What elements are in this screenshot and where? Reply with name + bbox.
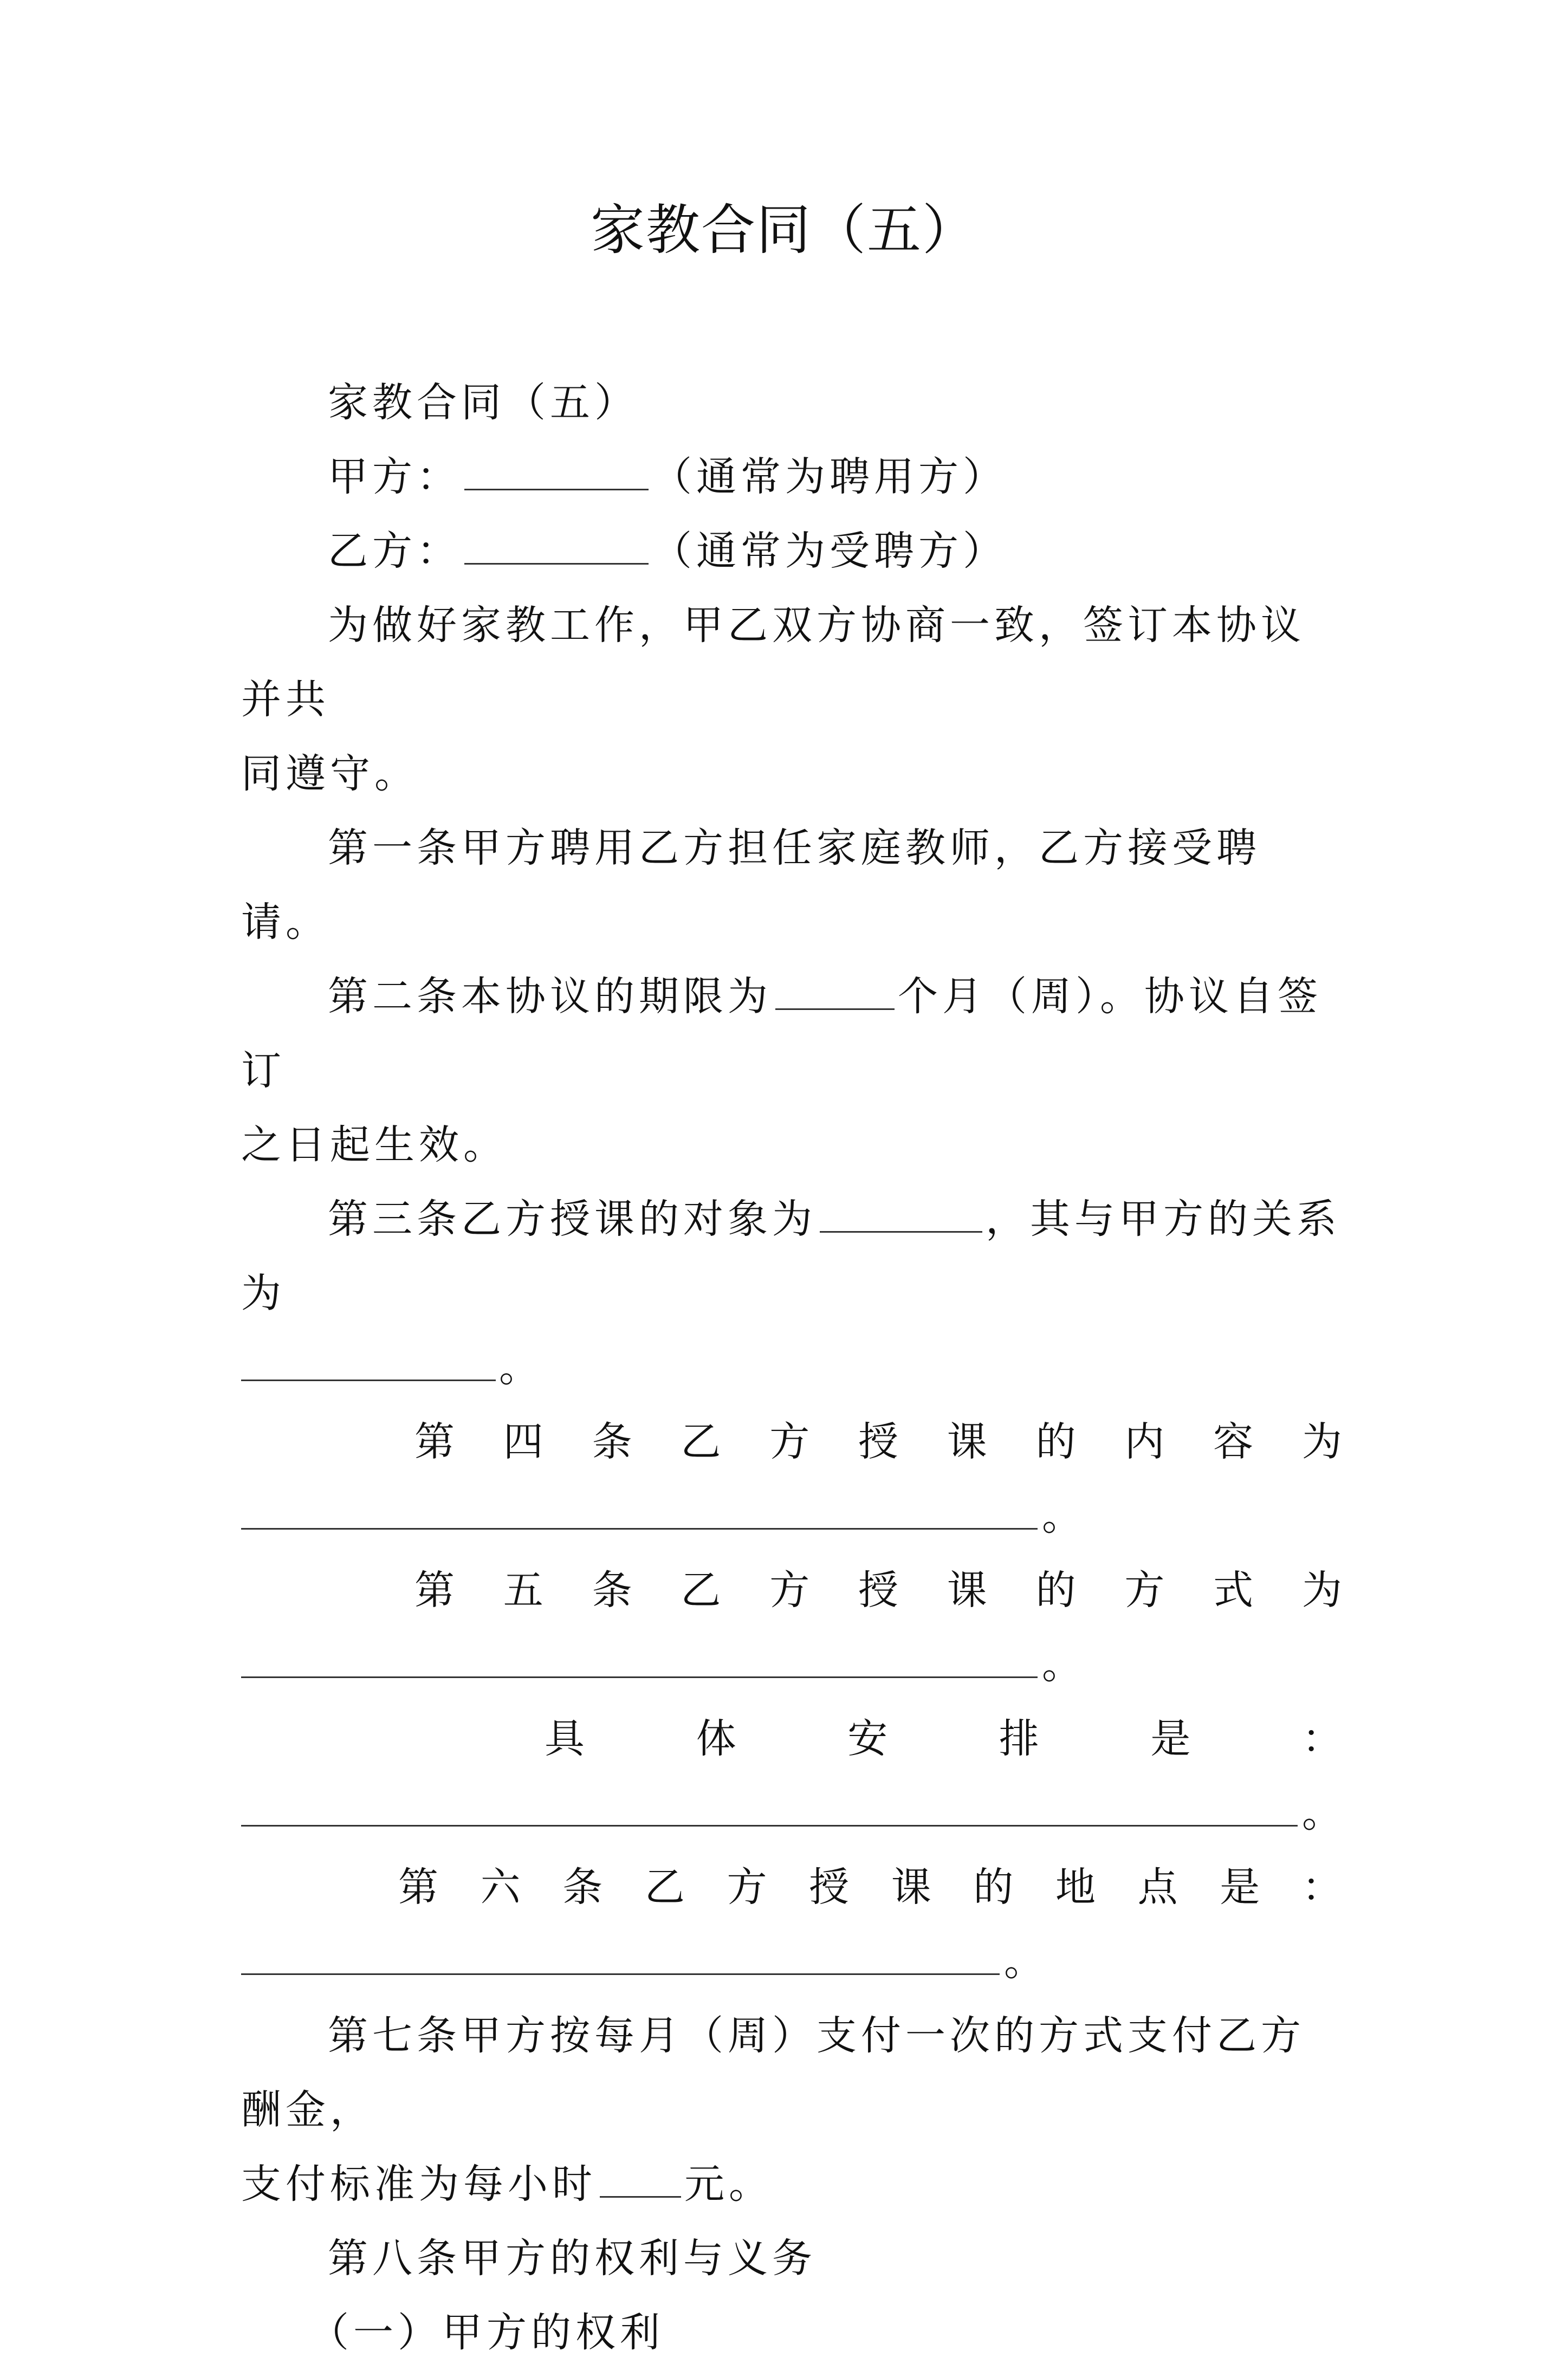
art4-char: 内	[1124, 1419, 1169, 1465]
article-3-text-a: 第三条乙方授课的对象为	[328, 1196, 817, 1242]
article-1: 第一条甲方聘用乙方担任家庭教师，乙方接受聘请。	[241, 825, 1261, 946]
arrangement-line-2	[241, 1776, 1346, 1850]
article-7-blank	[600, 2164, 681, 2198]
art5-char: 式	[1213, 1567, 1258, 1614]
arrangement-blank	[241, 1792, 1298, 1827]
art5-char: 五	[503, 1567, 548, 1614]
article-6-blank	[241, 1941, 1000, 1975]
art5-char: 乙	[681, 1567, 725, 1614]
article-4-blank	[241, 1495, 1038, 1530]
arrange-char: ：	[1301, 1715, 1346, 1762]
period: 。	[1042, 1641, 1086, 1688]
article-6-line-2	[241, 1925, 1346, 1999]
subtitle: 家教合同（五）	[328, 379, 639, 426]
art6-char: 条	[562, 1864, 607, 1911]
art5-char: 第	[414, 1567, 459, 1614]
article-7-text-b: 支付标准为每小时	[241, 2161, 597, 2207]
art6-char: 方	[727, 1864, 772, 1911]
article-7-line-1: 第七条甲方按每月（周）支付一次的方式支付乙方酬金，	[241, 2012, 1305, 2133]
art6-char: 是	[1220, 1864, 1265, 1911]
arrange-char: 安	[847, 1715, 892, 1762]
article-5-line-1	[241, 1553, 1346, 1628]
art4-char: 乙	[681, 1419, 725, 1465]
art6-char: ：	[1301, 1864, 1346, 1911]
art6-char: 的	[973, 1864, 1018, 1911]
article-2-blank	[775, 976, 895, 1010]
party-b-blank	[464, 530, 649, 565]
document-title: 家教合同（五）	[591, 198, 977, 262]
article-3-line-2	[241, 1331, 1346, 1405]
party-a-label: 甲方：	[328, 454, 461, 500]
period: 。	[1042, 1493, 1086, 1539]
art5-char: 的	[1035, 1567, 1080, 1614]
article-2-line-2: 之日起生效。	[241, 1122, 508, 1168]
arrange-char: 具	[545, 1715, 589, 1762]
art4-char: 的	[1035, 1419, 1080, 1465]
art5-char: 授	[858, 1567, 903, 1614]
art5-char: 方	[769, 1567, 814, 1614]
art4-char: 第	[414, 1419, 459, 1465]
period: 。	[499, 1344, 543, 1391]
art4-char: 容	[1213, 1419, 1258, 1465]
party-a-note: （通常为聘用方）	[652, 454, 1007, 500]
art4-char: 四	[503, 1419, 548, 1465]
art6-char: 授	[809, 1864, 854, 1911]
article-7-text-c: 元。	[684, 2161, 773, 2207]
arrangement-line-1	[241, 1702, 1346, 1776]
article-6-line-1	[241, 1850, 1346, 1925]
art6-char: 点	[1137, 1864, 1182, 1911]
arrange-char: 是	[1150, 1715, 1195, 1762]
intro-line-2: 同遵守。	[241, 750, 419, 797]
art4-char: 方	[769, 1419, 814, 1465]
party-b-line	[241, 514, 1346, 588]
article-2-text-a: 第二条本协议的期限为	[328, 973, 772, 1020]
party-b-note: （通常为受聘方）	[652, 528, 1007, 574]
article-3-blank-2	[241, 1347, 496, 1381]
article-8-heading: 第八条甲方的权利与义务	[328, 2235, 817, 2282]
period: 。	[1302, 1790, 1346, 1836]
art5-char: 方	[1124, 1567, 1169, 1614]
article-4-line-1	[241, 1405, 1346, 1479]
article-3-line-1	[241, 1182, 1346, 1331]
article-8-subheading: （一）甲方的权利	[309, 2309, 664, 2356]
art5-char: 条	[592, 1567, 637, 1614]
intro-line-1: 为做好家教工作，甲乙双方协商一致，签订本协议并共	[241, 602, 1305, 723]
article-5-line-2	[241, 1628, 1346, 1702]
article-7-line-2	[241, 2147, 1346, 2222]
article-3-blank-1	[820, 1199, 982, 1233]
art4-char: 条	[592, 1419, 637, 1465]
art4-char: 为	[1301, 1419, 1346, 1465]
party-a-blank	[464, 456, 649, 490]
article-2-text-b: 个月（周）。协议自签订	[241, 973, 1322, 1094]
party-b-label: 乙方：	[328, 528, 461, 574]
article-4-line-2	[241, 1479, 1346, 1553]
art4-char: 课	[947, 1419, 992, 1465]
period: 。	[1004, 1938, 1048, 1985]
art6-char: 第	[398, 1864, 443, 1911]
article-2-line-1	[241, 960, 1346, 1108]
article-3-text-b: ，其与甲方的关系为	[241, 1196, 1341, 1317]
art6-char: 课	[891, 1864, 936, 1911]
art5-char: 课	[947, 1567, 992, 1614]
article-5-blank	[241, 1644, 1038, 1678]
party-a-line	[241, 440, 1346, 514]
art5-char: 为	[1301, 1567, 1346, 1614]
art6-char: 地	[1055, 1864, 1100, 1911]
document-body	[241, 366, 1346, 2370]
art6-char: 六	[480, 1864, 525, 1911]
art4-char: 授	[858, 1419, 903, 1465]
arrange-char: 排	[999, 1715, 1044, 1762]
art6-char: 乙	[644, 1864, 689, 1911]
arrange-char: 体	[696, 1715, 741, 1762]
